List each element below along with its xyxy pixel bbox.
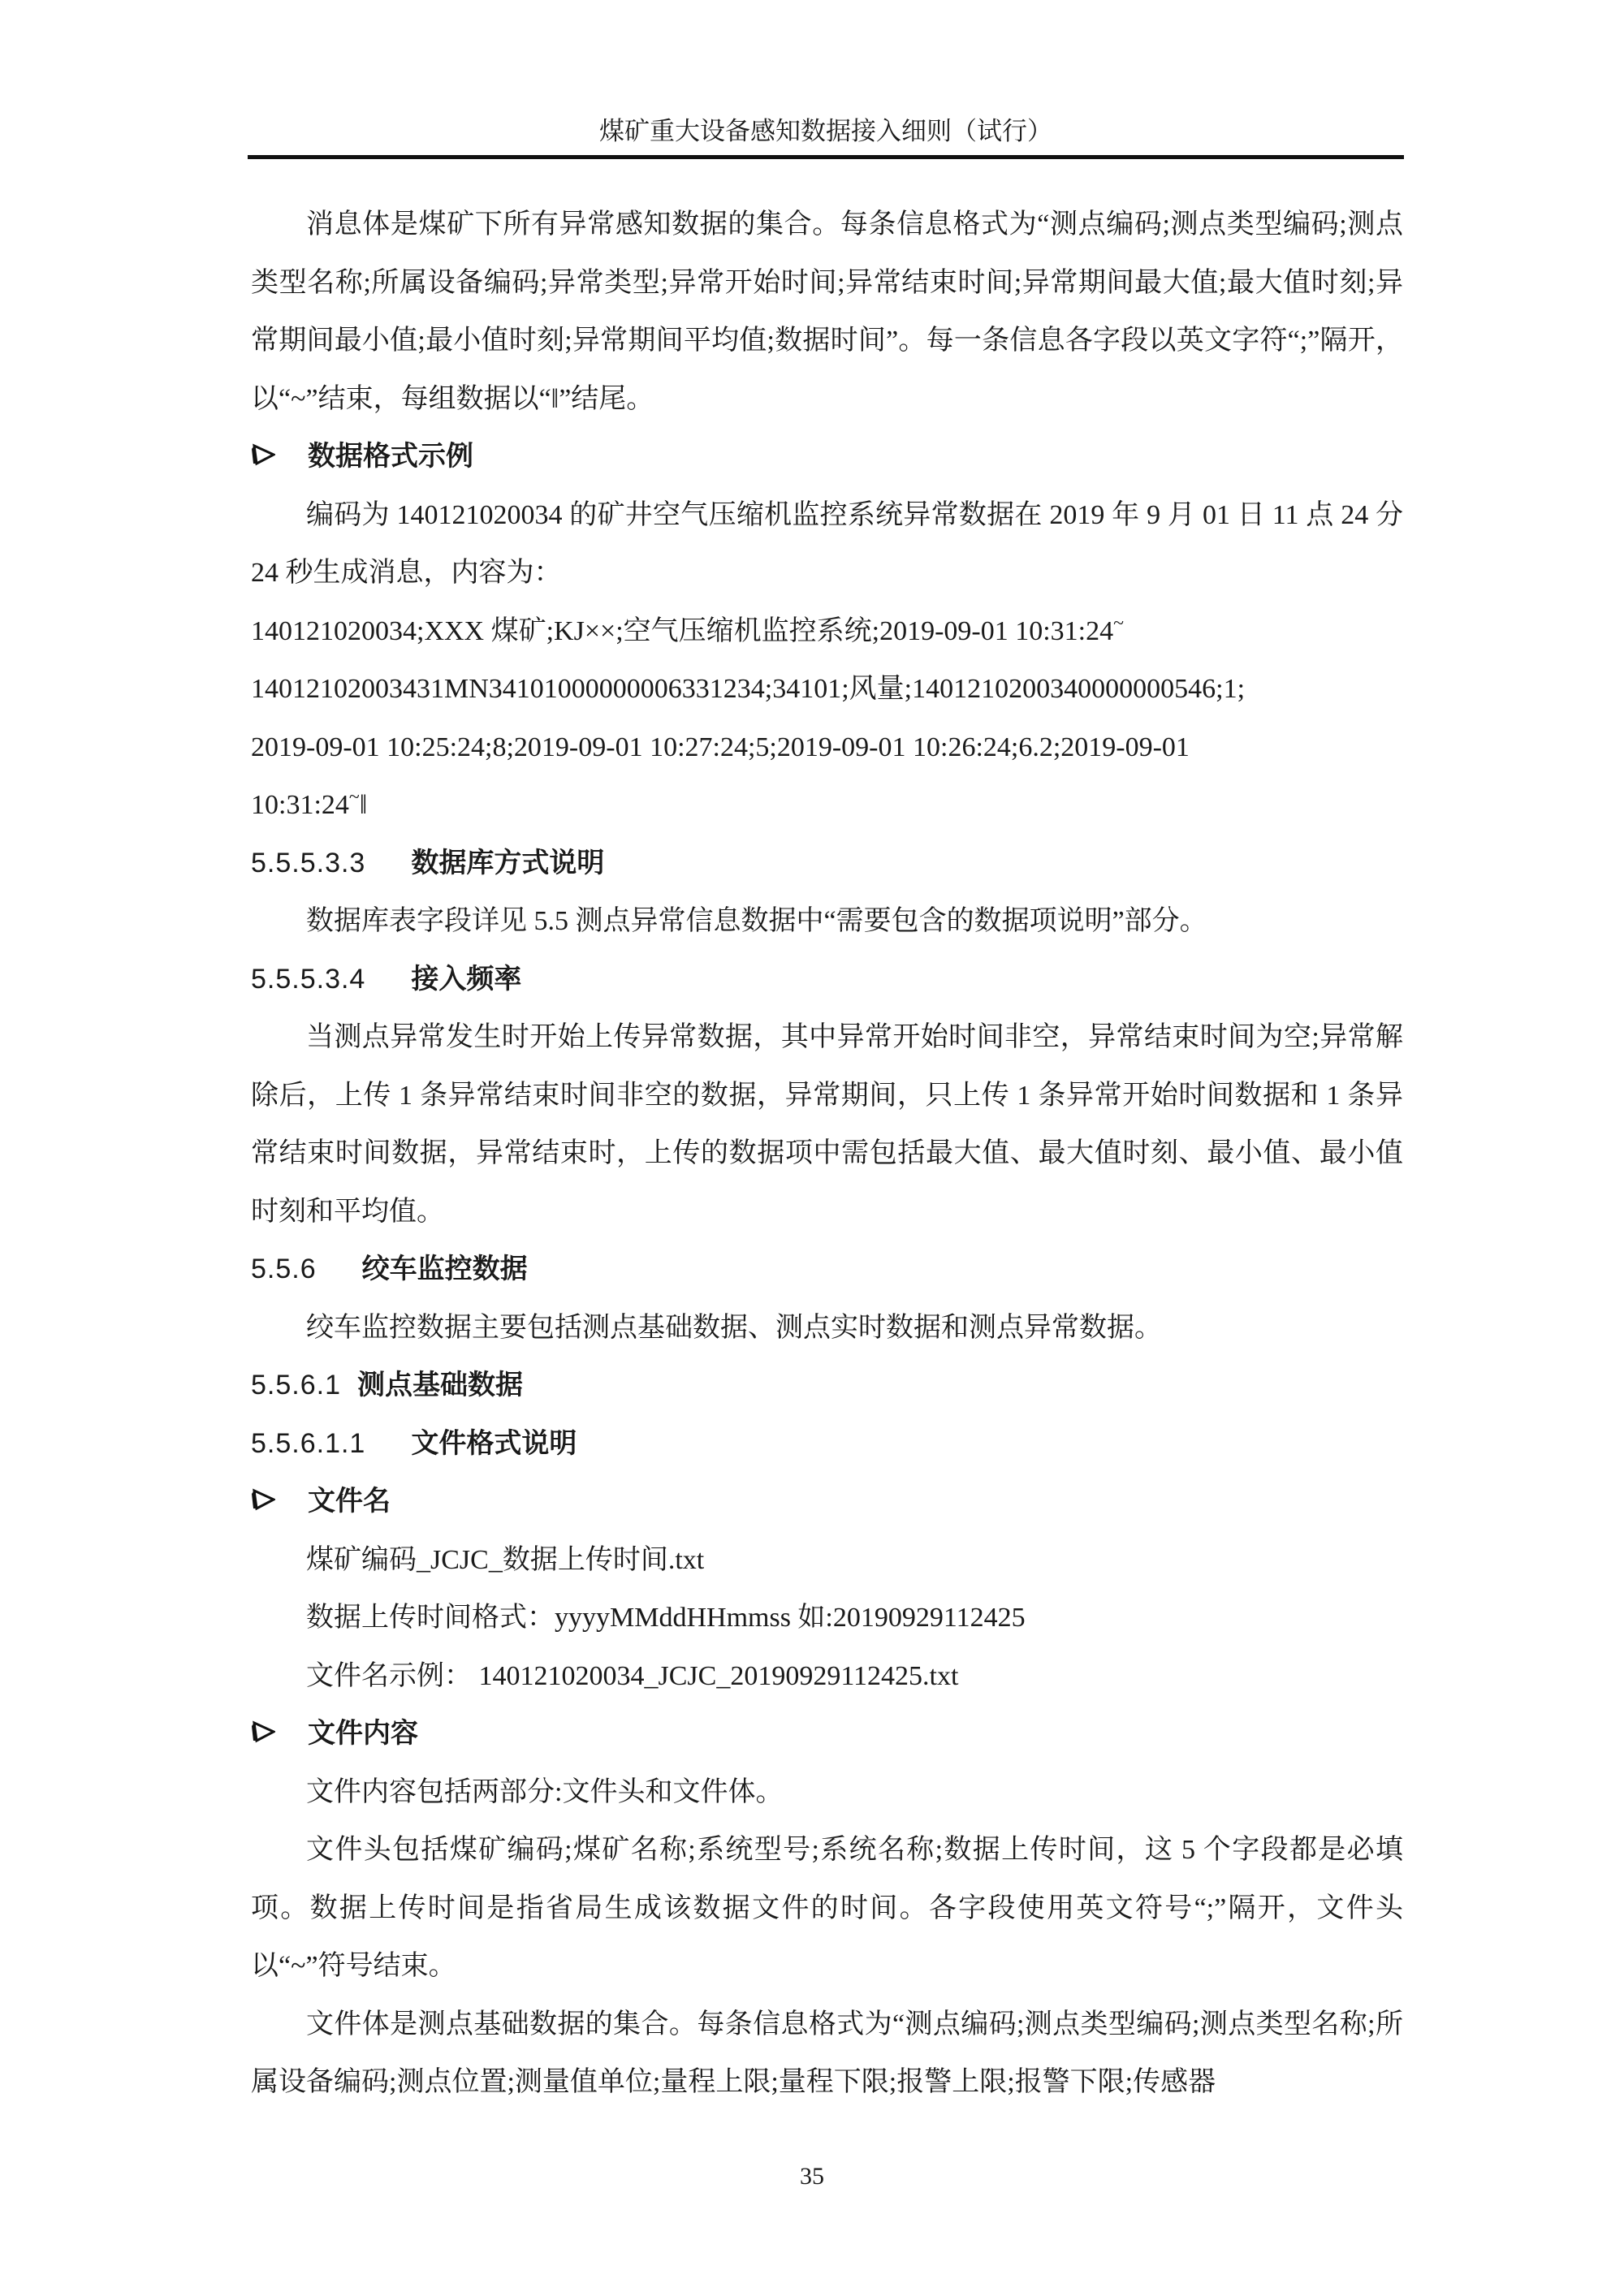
heading-label: 文件格式说明 [411,1427,577,1459]
data-line [251,776,1403,835]
data-line [251,602,1403,661]
heading-label: 接入频率 [411,963,522,995]
document-title: 煤矿重大设备感知数据接入细则（试行） [599,117,1052,145]
paragraph: 当测点异常发生时开始上传异常数据，其中异常开始时间非空，异常结束时间为空;异常解除后，上传 1 条异常结束时间非空的数据，异常期间，只上传 1 条异常开始时间数据和 1 条异常结束时间数据，异常结束时，上传的数据项中需包括最大值、最大值时刻、最小值、最小值时刻和平均值。 [251,1022,1403,1227]
data-line-text: 数据上传时间格式：yyyyMMddHHmmss 如:20190929112425 [306,1603,1026,1633]
superscript-tilde: ~ [1113,612,1124,634]
heading-label: 测点基础数据 [356,1370,523,1400]
data-line-text: 140121020034;XXX 煤矿;KJ××;空气压缩机监控系统;2019-09-01 10:31:24 [251,615,1114,646]
arrow-bullet-icon [251,1705,279,1763]
data-line-text: 10:31:24 [251,790,349,820]
heading-label: 绞车监控数据 [361,1254,528,1284]
data-line-text: 文件名示例： 140121020034_JCJC_20190929112425.txt [306,1660,959,1691]
heading-label: 数据库方式说明 [411,847,605,878]
heading-number: 5.5.6.1.1 [251,1427,366,1459]
page-number: 35 [800,2163,824,2190]
data-line-text: 14012102003431MN34101000000006331234;34101;风量;1401210200340000000546;1; [251,674,1246,704]
superscript-tilde: ~ [348,786,360,808]
section-heading [251,1357,1403,1415]
running-head [248,114,1404,159]
arrow-bullet-icon [251,1473,279,1531]
page-footer [0,2161,1624,2192]
section-heading [251,1415,1403,1474]
data-line [251,660,1403,719]
paragraph: 文件头包括煤矿编码;煤矿名称;系统型号;系统名称;数据上传时间，这 5 个字段都是必填项。数据上传时间是指省局生成该数据文件的时间。各字段使用英文符号“;”隔开，文件头以“~”符号结束。 [251,1835,1403,1981]
bullet-label: 文件名 [308,1486,391,1517]
paragraph: 绞车监控数据主要包括测点基础数据、测点实时数据和测点异常数据。 [306,1312,1162,1343]
paragraph: 文件体是测点基础数据的集合。每条信息格式为“测点编码;测点类型编码;测点类型名称;所属设备编码;测点位置;测量值单位;量程上限;量程下限;报警上限;报警下限;传感器 [251,2009,1403,2097]
heading-number: 5.5.5.3.3 [251,847,366,878]
arrow-bullet-icon [251,428,279,486]
section-heading [251,951,1403,1009]
bullet-item [251,1473,1403,1531]
paragraph: 数据库表字段详见 5.5 测点异常信息数据中“需要包含的数据项说明”部分。 [306,906,1207,936]
paragraph: 文件内容包括两部分:文件头和文件体。 [306,1776,784,1807]
heading-number: 5.5.6.1 [251,1370,341,1400]
bullet-label: 数据格式示例 [308,441,473,472]
heading-number: 5.5.5.3.4 [251,963,366,995]
document-body [251,196,1403,2112]
bullet-item [251,428,1403,486]
data-line [251,1531,1403,1590]
data-line [251,1589,1403,1647]
section-heading [251,1241,1403,1299]
data-line-tail: ‖ [359,790,368,820]
paragraph: 编码为 140121020034 的矿井空气压缩机监控系统异常数据在 2019 年 9 月 01 日 11 点 24 分 24 秒生成消息，内容为： [251,499,1403,588]
data-line [251,719,1403,777]
section-heading [251,835,1403,893]
bullet-item [251,1705,1403,1763]
paragraph: 消息体是煤矿下所有异常感知数据的集合。每条信息格式为“测点编码;测点类型编码;测点类型名称;所属设备编码;异常类型;异常开始时间;异常结束时间;异常期间最大值;最大值时刻;异常期间最小值;最小值时刻;异常期间平均值;数据时间”。每一条信息各字段以英文字符“;”隔开，以“~”结束，每组数据以“‖”结尾。 [251,209,1403,414]
data-line-text: 2019-09-01 10:25:24;8;2019-09-01 10:27:24;5;2019-09-01 10:26:24;6.2;2019-09-01 [251,732,1190,762]
data-line [251,1647,1403,1706]
heading-number: 5.5.6 [251,1254,317,1284]
data-line-text: 煤矿编码_JCJC_数据上传时间.txt [306,1544,705,1575]
bullet-label: 文件内容 [308,1718,418,1749]
